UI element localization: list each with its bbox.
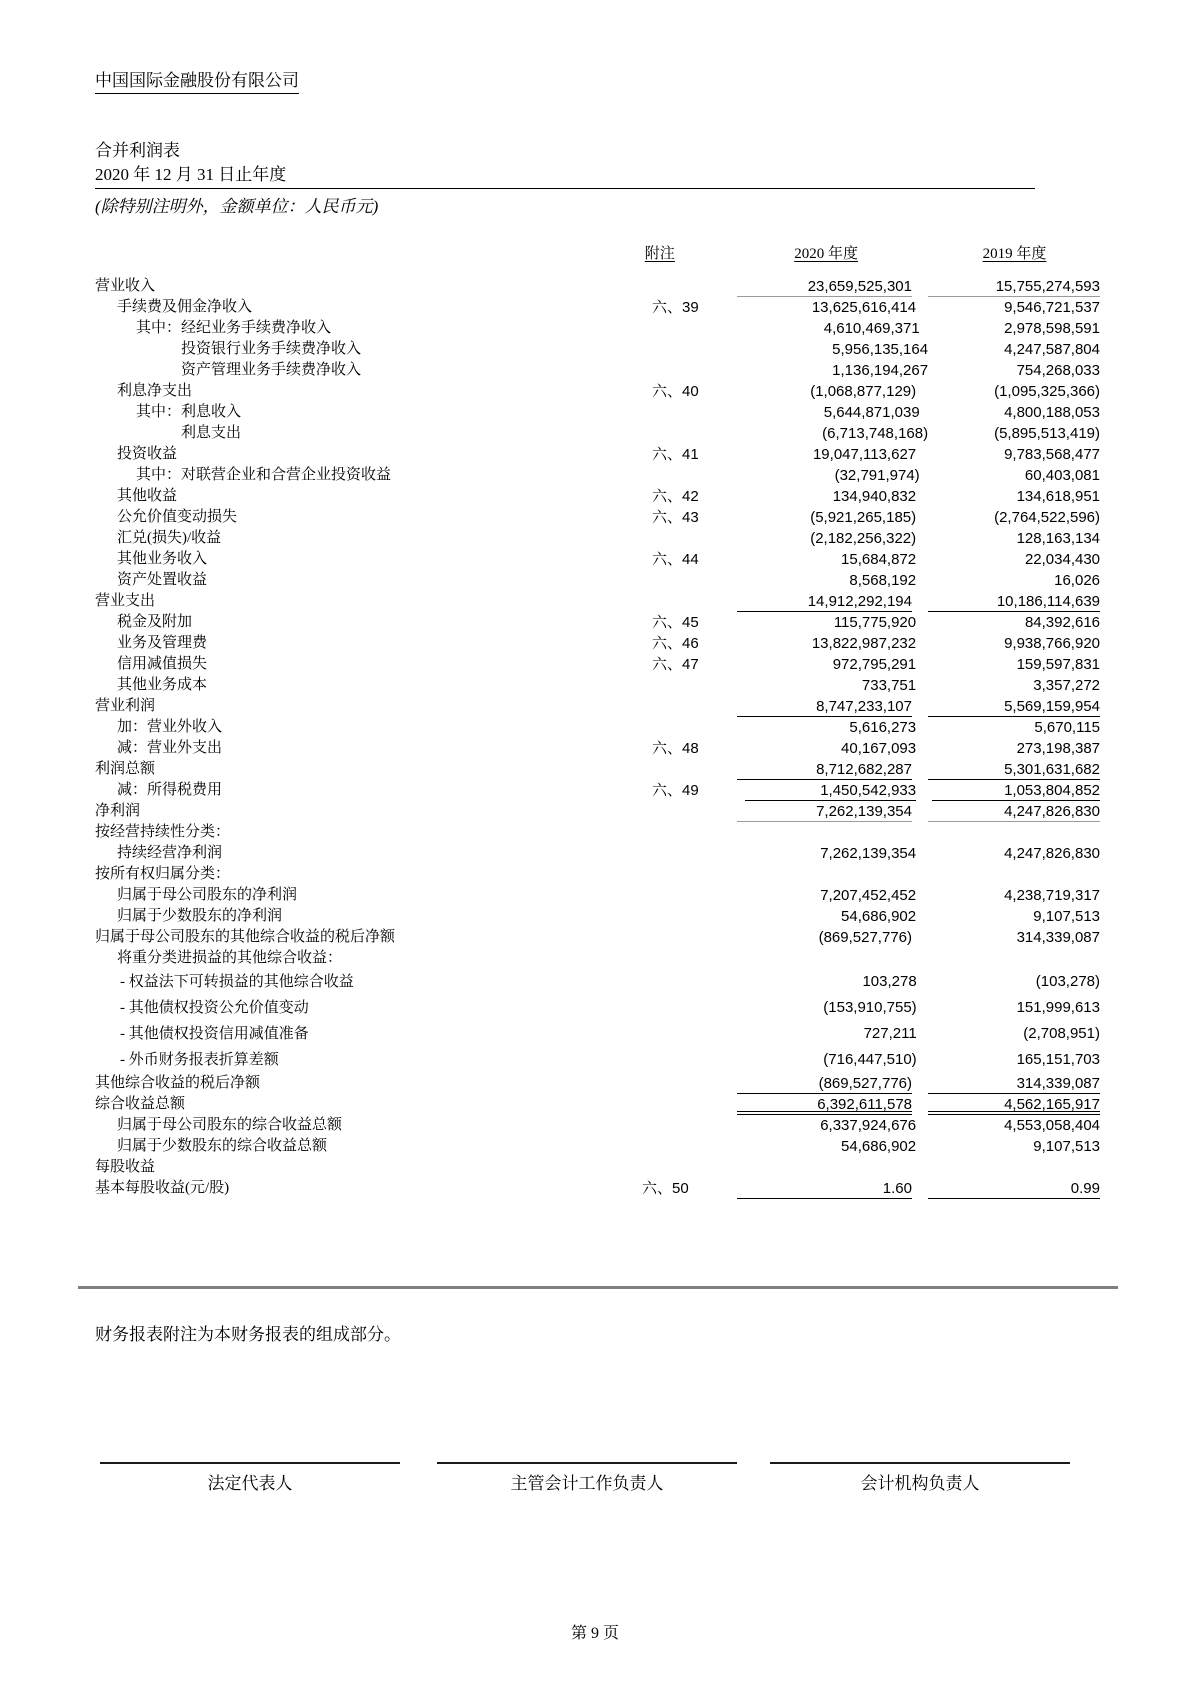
row-value-2020: 8,712,682,287 <box>737 759 912 780</box>
table-row <box>95 843 1100 864</box>
row-note <box>642 864 737 885</box>
income-statement-table <box>95 242 1100 1199</box>
row-note <box>681 360 768 381</box>
row-value-2020: (869,527,776) <box>818 929 912 946</box>
row-value-2020: 13,822,987,232 <box>811 635 917 652</box>
row-note: 六、49 <box>652 782 699 799</box>
row-gap <box>928 360 943 381</box>
row-value-2019: 16,026 <box>1054 572 1101 589</box>
row-value-2020: 8,568,192 <box>849 572 917 589</box>
row-note <box>653 969 746 995</box>
row-value-2019: 10,186,114,639 <box>928 591 1100 612</box>
row-gap <box>917 995 933 1021</box>
row-value-2020: (716,447,510) <box>823 1051 917 1068</box>
row-value-2019: 60,403,081 <box>1024 467 1100 484</box>
header-2019-column: 2019 年度 <box>982 246 1047 262</box>
row-note <box>661 465 752 486</box>
row-value-2020: (2,182,256,322) <box>810 530 917 547</box>
row-value-2019: 754,268,033 <box>1016 362 1100 379</box>
row-value-2019 <box>928 864 1100 885</box>
row-value-2019: 4,553,058,404 <box>1004 1117 1101 1134</box>
row-note <box>642 276 737 297</box>
row-gap <box>912 759 928 780</box>
row-gap <box>916 885 932 906</box>
row-value-2020: 7,262,139,354 <box>820 845 917 862</box>
table-row <box>95 906 1100 927</box>
row-label: 基本每股收益(元/股) <box>95 1180 230 1196</box>
table-row <box>95 696 1100 717</box>
row-note: 六、39 <box>652 299 699 316</box>
row-label: 信用减值损失 <box>117 656 208 672</box>
row-note <box>661 402 752 423</box>
row-note <box>642 801 737 822</box>
table-row <box>95 738 1100 759</box>
row-note <box>642 591 737 612</box>
row-value-2020: (1,068,877,129) <box>810 383 917 400</box>
row-label: 营业支出 <box>95 593 156 609</box>
row-value-2020: 5,616,273 <box>849 719 917 736</box>
row-label: 其中：利息收入 <box>136 404 242 420</box>
row-gap <box>912 801 928 822</box>
row-gap <box>916 297 932 318</box>
row-value-2019: 4,238,719,317 <box>1004 887 1101 904</box>
row-label: 减：所得税费用 <box>117 782 223 798</box>
row-gap <box>912 1073 928 1094</box>
row-note <box>652 843 745 864</box>
row-gap <box>912 696 928 717</box>
row-gap <box>916 1115 932 1136</box>
row-note <box>681 339 768 360</box>
row-note <box>653 995 746 1021</box>
row-note: 六、45 <box>652 614 699 631</box>
row-value-2019: 4,247,826,830 <box>1004 845 1101 862</box>
currency-unit-note: (除特别注明外，金额单位：人民币元) <box>95 197 379 216</box>
row-value-2020: 972,795,291 <box>832 656 917 673</box>
row-gap <box>920 318 935 339</box>
row-value-2019: 5,301,631,682 <box>928 759 1100 780</box>
row-label: 利润总额 <box>95 761 156 777</box>
row-value-2020: 6,392,611,578 <box>737 1094 912 1115</box>
row-gap <box>916 717 932 738</box>
row-value-2020: 5,956,135,164 <box>832 341 929 358</box>
row-value-2019: 4,247,826,830 <box>928 801 1100 822</box>
row-value-2019: 134,618,951 <box>1016 488 1101 505</box>
row-value-2019: 3,357,272 <box>1033 677 1101 694</box>
row-value-2020: 54,686,902 <box>841 908 917 925</box>
row-note: 六、48 <box>652 740 699 757</box>
row-note: 六、42 <box>652 488 699 505</box>
signature-label: 会计机构负责人 <box>860 1474 980 1493</box>
row-gap <box>916 486 932 507</box>
table-row <box>95 948 1100 969</box>
row-value-2019: 9,107,513 <box>1033 1138 1101 1155</box>
row-label: 归属于少数股东的综合收益总额 <box>117 1138 328 1154</box>
row-value-2020 <box>745 948 916 969</box>
row-gap <box>928 423 943 444</box>
table-row <box>95 1021 1100 1047</box>
row-label: 其中：对联营企业和合营企业投资收益 <box>136 467 392 483</box>
row-note <box>652 1136 745 1157</box>
row-value-2020: 14,912,292,194 <box>737 591 912 612</box>
row-value-2020: 8,747,233,107 <box>737 696 912 717</box>
row-label: 归属于母公司股东的其他综合收益的税后净额 <box>95 929 396 945</box>
table-row <box>95 318 1100 339</box>
row-gap <box>920 402 935 423</box>
row-gap <box>916 381 932 402</box>
row-value-2020: 1,136,194,267 <box>832 362 929 379</box>
signature-line <box>770 1462 1070 1464</box>
row-label: 其他收益 <box>117 488 178 504</box>
row-gap <box>912 276 928 297</box>
row-value-2019: 1,053,804,852 <box>932 780 1100 801</box>
row-label: 净利润 <box>95 803 141 819</box>
row-label: 综合收益总额 <box>95 1096 186 1112</box>
row-note <box>642 822 737 843</box>
table-row <box>95 276 1100 297</box>
table-row <box>95 654 1100 675</box>
row-gap <box>916 906 932 927</box>
table-row <box>95 927 1100 948</box>
page-number: 第 9 页 <box>570 1625 619 1642</box>
row-label: 投资收益 <box>117 446 178 462</box>
table-header-row <box>95 242 1100 276</box>
row-gap <box>916 654 932 675</box>
row-gap <box>917 1047 933 1073</box>
row-note <box>652 906 745 927</box>
header-2020-column: 2020 年度 <box>794 246 859 262</box>
table-row <box>95 549 1100 570</box>
row-note <box>661 318 752 339</box>
row-value-2020: 134,940,832 <box>832 488 917 505</box>
row-label: - 其他债权投资信用减值准备 <box>120 1026 309 1042</box>
row-label: 利息净支出 <box>117 383 193 399</box>
row-value-2020: (869,527,776) <box>737 1073 912 1094</box>
row-label: - 权益法下可转损益的其他综合收益 <box>120 974 354 990</box>
row-value-2019: 15,755,274,593 <box>928 276 1100 297</box>
row-value-2020 <box>737 1157 912 1178</box>
table-row <box>95 507 1100 528</box>
row-label: 业务及管理费 <box>117 635 208 651</box>
row-value-2020: 4,610,469,371 <box>823 320 920 337</box>
row-note: 六、40 <box>652 383 699 400</box>
row-label: 按所有权归属分类： <box>95 866 231 882</box>
row-label: 加：营业外收入 <box>117 719 223 735</box>
company-name: 中国国际金融股份有限公司 <box>95 66 299 94</box>
row-value-2019: 4,247,587,804 <box>1004 341 1100 358</box>
row-note <box>652 675 745 696</box>
row-note <box>652 885 745 906</box>
table-row <box>95 528 1100 549</box>
row-value-2020: 19,047,113,627 <box>812 446 917 463</box>
row-label: 其他综合收益的税后净额 <box>95 1075 261 1091</box>
row-value-2020: 6,337,924,676 <box>820 1117 917 1134</box>
row-value-2020 <box>737 864 912 885</box>
signature-line <box>100 1462 400 1464</box>
table-row <box>95 1094 1100 1115</box>
table-row <box>95 675 1100 696</box>
row-label: - 外币财务报表折算差额 <box>120 1052 279 1068</box>
row-value-2020: 54,686,902 <box>841 1138 917 1155</box>
table-row <box>95 1115 1100 1136</box>
row-gap <box>916 843 932 864</box>
row-value-2020: 23,659,525,301 <box>737 276 912 297</box>
row-value-2019: (2,764,522,596) <box>994 509 1101 526</box>
row-note <box>642 927 737 948</box>
row-note: 六、41 <box>652 446 699 463</box>
row-value-2019: 5,569,159,954 <box>928 696 1100 717</box>
table-row <box>95 591 1100 612</box>
row-gap <box>916 507 932 528</box>
row-note: 六、46 <box>652 635 699 652</box>
row-label: 利息支出 <box>181 425 242 441</box>
row-value-2019: 314,339,087 <box>1016 929 1100 946</box>
row-label: 公允价值变动损失 <box>117 509 238 525</box>
row-label: 减：营业外支出 <box>117 740 223 756</box>
row-label: 归属于少数股东的净利润 <box>117 908 283 924</box>
row-label: 税金及附加 <box>117 614 193 630</box>
row-value-2019: 0.99 <box>928 1178 1100 1199</box>
row-value-2019: 159,597,831 <box>1016 656 1101 673</box>
row-value-2019 <box>932 948 1100 969</box>
row-note: 六、43 <box>652 509 699 526</box>
row-value-2019: 22,034,430 <box>1024 551 1101 568</box>
row-value-2020: 103,278 <box>862 973 917 990</box>
row-label: 其他业务成本 <box>117 677 208 693</box>
row-value-2020: 115,775,920 <box>833 614 917 631</box>
row-value-2020: (153,910,755) <box>823 999 917 1016</box>
row-note <box>652 570 745 591</box>
row-label: 营业利润 <box>95 698 156 714</box>
row-label: 营业收入 <box>95 278 156 294</box>
row-gap <box>916 780 932 801</box>
row-value-2019: 151,999,613 <box>1016 999 1100 1016</box>
closing-note: 财务报表附注为本财务报表的组成部分。 <box>95 1325 401 1344</box>
row-note <box>681 423 768 444</box>
row-value-2019: 2,978,598,591 <box>1004 320 1100 337</box>
signature-accounting-head <box>770 1462 1070 1494</box>
table-row <box>95 486 1100 507</box>
row-value-2019: (103,278) <box>1035 973 1100 990</box>
table-row <box>95 885 1100 906</box>
row-value-2020: (32,791,974) <box>834 467 920 484</box>
row-note <box>653 1021 746 1047</box>
table-row <box>95 465 1100 486</box>
row-gap <box>916 1136 932 1157</box>
row-gap <box>917 1021 933 1047</box>
row-label: 按经营持续性分类： <box>95 824 231 840</box>
row-gap <box>916 528 932 549</box>
row-value-2019: 84,392,616 <box>1024 614 1101 631</box>
row-label: 汇兑(损失)/收益 <box>117 530 222 546</box>
row-note: 六、47 <box>652 656 699 673</box>
row-value-2020: 7,262,139,354 <box>737 801 912 822</box>
row-value-2019: 5,670,115 <box>1034 719 1101 736</box>
row-gap <box>916 612 932 633</box>
row-note: 六、44 <box>652 551 699 568</box>
row-gap <box>912 1178 928 1199</box>
table-row <box>95 633 1100 654</box>
table-row <box>95 423 1100 444</box>
row-gap <box>916 675 932 696</box>
row-value-2020: 13,625,616,414 <box>811 299 917 316</box>
row-gap <box>912 1094 928 1115</box>
row-note <box>652 1115 745 1136</box>
row-label: 手续费及佣金净收入 <box>117 299 253 315</box>
row-value-2019: 314,339,087 <box>928 1073 1100 1094</box>
table-row <box>95 381 1100 402</box>
table-row <box>95 444 1100 465</box>
row-value-2019: 9,938,766,920 <box>1004 635 1101 652</box>
row-value-2020: 40,167,093 <box>841 740 917 757</box>
row-note <box>652 717 745 738</box>
signature-line <box>437 1462 737 1464</box>
row-gap <box>920 465 935 486</box>
row-value-2019: 4,800,188,053 <box>1004 404 1100 421</box>
statement-title: 合并利润表 <box>95 141 180 160</box>
row-gap <box>917 969 933 995</box>
signature-chief-accountant <box>437 1462 737 1494</box>
signature-legal-representative <box>100 1462 400 1494</box>
table-row <box>95 297 1100 318</box>
row-note <box>642 1073 737 1094</box>
row-note <box>652 948 745 969</box>
row-gap <box>912 591 928 612</box>
table-row <box>95 360 1100 381</box>
row-value-2019: 4,562,165,917 <box>928 1094 1100 1115</box>
row-label: 其他业务收入 <box>117 551 208 567</box>
table-row <box>95 995 1100 1021</box>
row-value-2020: (6,713,748,168) <box>822 425 929 442</box>
row-value-2019: 9,107,513 <box>1033 908 1101 925</box>
row-gap <box>916 570 932 591</box>
table-row <box>95 570 1100 591</box>
signature-label: 主管会计工作负责人 <box>510 1474 664 1493</box>
row-gap <box>912 822 928 843</box>
row-value-2019: (1,095,325,366) <box>994 383 1101 400</box>
row-value-2019: 128,163,134 <box>1016 530 1101 547</box>
row-gap <box>916 444 932 465</box>
row-note <box>642 1094 737 1115</box>
row-gap <box>928 339 943 360</box>
table-row <box>95 1178 1100 1199</box>
row-gap <box>916 633 932 654</box>
row-note <box>642 1157 737 1178</box>
table-row <box>95 402 1100 423</box>
row-label: 持续经营净利润 <box>117 845 223 861</box>
row-gap <box>916 549 932 570</box>
table-row <box>95 780 1100 801</box>
table-row <box>95 1047 1100 1073</box>
row-value-2019: (5,895,513,419) <box>994 425 1100 442</box>
row-note <box>642 759 737 780</box>
table-row <box>95 759 1100 780</box>
row-value-2019 <box>928 1157 1100 1178</box>
table-row <box>95 339 1100 360</box>
table-row <box>95 801 1100 822</box>
row-note <box>642 696 737 717</box>
row-label: 投资银行业务手续费净收入 <box>181 341 362 357</box>
row-gap <box>916 948 932 969</box>
row-label: 资产处置收益 <box>117 572 208 588</box>
row-label: 资产管理业务手续费净收入 <box>181 362 362 378</box>
row-value-2020: 15,684,872 <box>841 551 917 568</box>
signature-label: 法定代表人 <box>207 1474 293 1493</box>
table-row <box>95 1073 1100 1094</box>
statement-period: 2020 年 12 月 31 日止年度 <box>95 160 1035 189</box>
header-note-column: 附注 <box>644 246 675 262</box>
row-note <box>653 1047 746 1073</box>
row-label: 每股收益 <box>95 1159 156 1175</box>
row-value-2020: 1.60 <box>737 1178 912 1199</box>
table-row <box>95 1136 1100 1157</box>
row-value-2020: 1,450,542,933 <box>745 780 916 801</box>
row-value-2020: 727,211 <box>863 1025 917 1042</box>
row-gap <box>916 738 932 759</box>
row-label: 将重分类进损益的其他综合收益： <box>117 950 343 966</box>
row-label: 归属于母公司股东的综合收益总额 <box>117 1117 343 1133</box>
table-body <box>95 276 1100 1199</box>
table-row <box>95 822 1100 843</box>
row-label: 归属于母公司股东的净利润 <box>117 887 298 903</box>
row-gap <box>912 864 928 885</box>
row-note <box>652 528 745 549</box>
table-row <box>95 717 1100 738</box>
table-row <box>95 1157 1100 1178</box>
row-label: - 其他债权投资公允价值变动 <box>120 1000 309 1016</box>
table-row <box>95 612 1100 633</box>
row-value-2019: 9,546,721,537 <box>1004 299 1101 316</box>
row-value-2019 <box>928 822 1100 843</box>
row-gap <box>912 927 928 948</box>
row-value-2019: (2,708,951) <box>1023 1025 1100 1042</box>
row-value-2020: 5,644,871,039 <box>823 404 920 421</box>
row-gap <box>912 1157 928 1178</box>
table-row <box>95 969 1100 995</box>
row-value-2020: 733,751 <box>861 677 917 694</box>
row-value-2020: (5,921,265,185) <box>810 509 917 526</box>
row-label: 其中：经纪业务手续费净收入 <box>136 320 332 336</box>
row-value-2019: 273,198,387 <box>1016 740 1101 757</box>
row-note: 六、50 <box>642 1180 689 1197</box>
row-value-2020 <box>737 822 912 843</box>
row-value-2020: 7,207,452,452 <box>820 887 917 904</box>
section-divider-line <box>78 1286 1118 1289</box>
table-row <box>95 864 1100 885</box>
row-value-2019: 9,783,568,477 <box>1004 446 1101 463</box>
row-value-2019: 165,151,703 <box>1016 1051 1100 1068</box>
